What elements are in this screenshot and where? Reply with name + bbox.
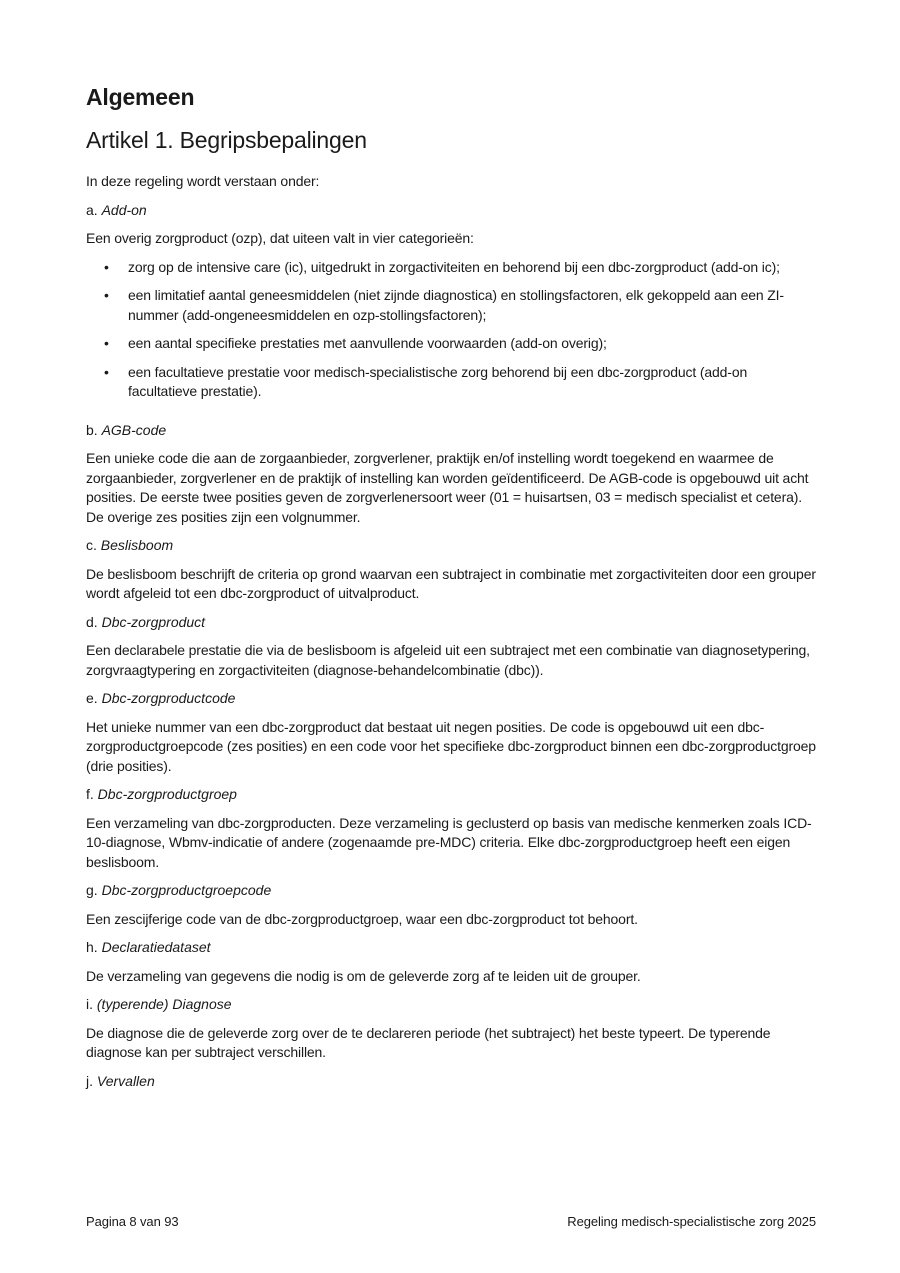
term-definition-g: Een zescijferige code van de dbc-zorgproductgroep, waar een dbc-zorgproduct tot behoort.	[86, 910, 638, 927]
term-name: Dbc-zorgproductgroepcode	[101, 882, 272, 898]
term-heading-i	[86, 995, 816, 1015]
term-index: h.	[86, 939, 98, 955]
document-page	[86, 84, 816, 1100]
list-item	[86, 258, 816, 278]
term-name: Add-on	[101, 201, 147, 218]
term-index: b.	[86, 421, 98, 438]
list-item-text: zorg op de intensive care (ic), uitgedrukt in zorgactiviteiten en behorend bij een dbc-zorgproduct (add-on ic);	[128, 258, 780, 275]
term-index: g.	[86, 882, 98, 898]
article-title: Artikel 1. Begripsbepalingen	[86, 127, 367, 153]
term-name: Dbc-zorgproduct	[101, 613, 206, 630]
add-on-category-list	[86, 258, 816, 402]
term-name: Beslisboom	[100, 537, 174, 553]
list-item-text: een aantal specifieke prestaties met aanvullende voorwaarden (add-on overig);	[128, 335, 607, 351]
term-index: j.	[86, 1072, 93, 1089]
list-item-text: een facultatieve prestatie voor medisch-specialistische zorg behorend bij een dbc-zorgproduct (add-on facultatieve prestatie).	[128, 363, 748, 399]
term-name: Vervallen	[96, 1072, 155, 1089]
section-title: Algemeen	[86, 84, 195, 110]
term-heading-d	[86, 613, 816, 633]
term-name: AGB-code	[101, 421, 167, 438]
list-item	[86, 363, 816, 402]
term-name: Declaratiedataset	[101, 939, 211, 955]
term-heading-e	[86, 689, 816, 709]
term-heading-a	[86, 201, 816, 221]
term-index: e.	[86, 690, 98, 706]
term-definition-a: Een overig zorgproduct (ozp), dat uiteen valt in vier categorieën:	[86, 230, 474, 246]
term-definition-h: De verzameling van gegevens die nodig is om de geleverde zorg af te leiden uit de grouper.	[86, 967, 641, 984]
list-item	[86, 286, 816, 325]
intro-text: In deze regeling wordt verstaan onder:	[86, 173, 320, 189]
term-index: c.	[86, 537, 97, 553]
term-heading-c	[86, 536, 816, 556]
term-definition-f: Een verzameling van dbc-zorgproducten. Deze verzameling is geclusterd op basis van medische kenmerken zoals ICD-10-diagnose, Wbmv-indicatie of andere (zogenaamde pre-MDC) criteria. Elke dbc-zorgproductgroep heeft een eigen beslisboom.	[86, 814, 812, 870]
term-name: Dbc-zorgproductcode	[101, 690, 236, 706]
term-heading-g	[86, 881, 816, 901]
term-definition-c: De beslisboom beschrijft de criteria op grond waarvan een subtraject in combinatie met zorgactiviteiten door een grouper wordt afgeleid tot een dbc-zorgproduct of uitvalproduct.	[86, 565, 816, 601]
term-index: i.	[86, 996, 93, 1012]
bullet-icon: •	[104, 287, 109, 303]
term-definition-e: Het unieke nummer van een dbc-zorgproduct dat bestaat uit negen posities. De code is opgebouwd uit een dbc-zorgproductgroepcode (zes posities) en een code voor het specifieke dbc-zorgproduct binnen een dbc-zorgproductgroep (drie posities).	[86, 718, 816, 774]
term-heading-h	[86, 938, 816, 958]
term-definition-d: Een declarabele prestatie die via de beslisboom is afgeleid uit een subtraject met een combinatie van diagnosetypering, zorgvraagtypering en zorgactiviteiten (diagnose-behandelcombinatie (dbc)).	[86, 642, 810, 678]
list-item-text: een limitatief aantal geneesmiddelen (niet zijnde diagnostica) en stollingsfactoren, elk gekoppeld aan een ZI-nummer (add-ongeneesmiddelen en ozp-stollingsfactoren);	[128, 287, 784, 323]
term-heading-j	[86, 1072, 816, 1092]
bullet-icon: •	[104, 335, 109, 351]
bullet-icon: •	[104, 363, 109, 380]
term-index: f.	[86, 786, 94, 802]
term-heading-f	[86, 785, 816, 805]
term-definition-b: Een unieke code die aan de zorgaanbieder, zorgverlener, praktijk en/of instelling wordt toegekend en waarmee de zorgaanbieder, zorgverlener en de praktijk of instelling kan worden geïdentificeerd. De AGB-code is opgebouwd uit acht posities. De eerste twee posities geven de zorgverlenersoort weer (01 = huisartsen, 03 = medisch specialist et cetera). De overige zes posities zijn een volgnummer.	[86, 450, 809, 525]
page-footer	[86, 1214, 816, 1229]
page-number: Pagina 8 van 93	[86, 1214, 179, 1229]
bullet-icon: •	[104, 258, 109, 275]
term-name: (typerende) Diagnose	[96, 996, 232, 1012]
term-index: a.	[86, 201, 98, 218]
term-index: d.	[86, 613, 98, 630]
document-title: Regeling medisch-specialistische zorg 2025	[567, 1214, 816, 1229]
term-heading-b	[86, 421, 816, 441]
term-name: Dbc-zorgproductgroep	[97, 786, 237, 802]
term-definition-i: De diagnose die de geleverde zorg over de te declareren periode (het subtraject) het beste typeert. De typerende diagnose kan per subtraject verschillen.	[86, 1024, 771, 1060]
list-item	[86, 334, 816, 354]
